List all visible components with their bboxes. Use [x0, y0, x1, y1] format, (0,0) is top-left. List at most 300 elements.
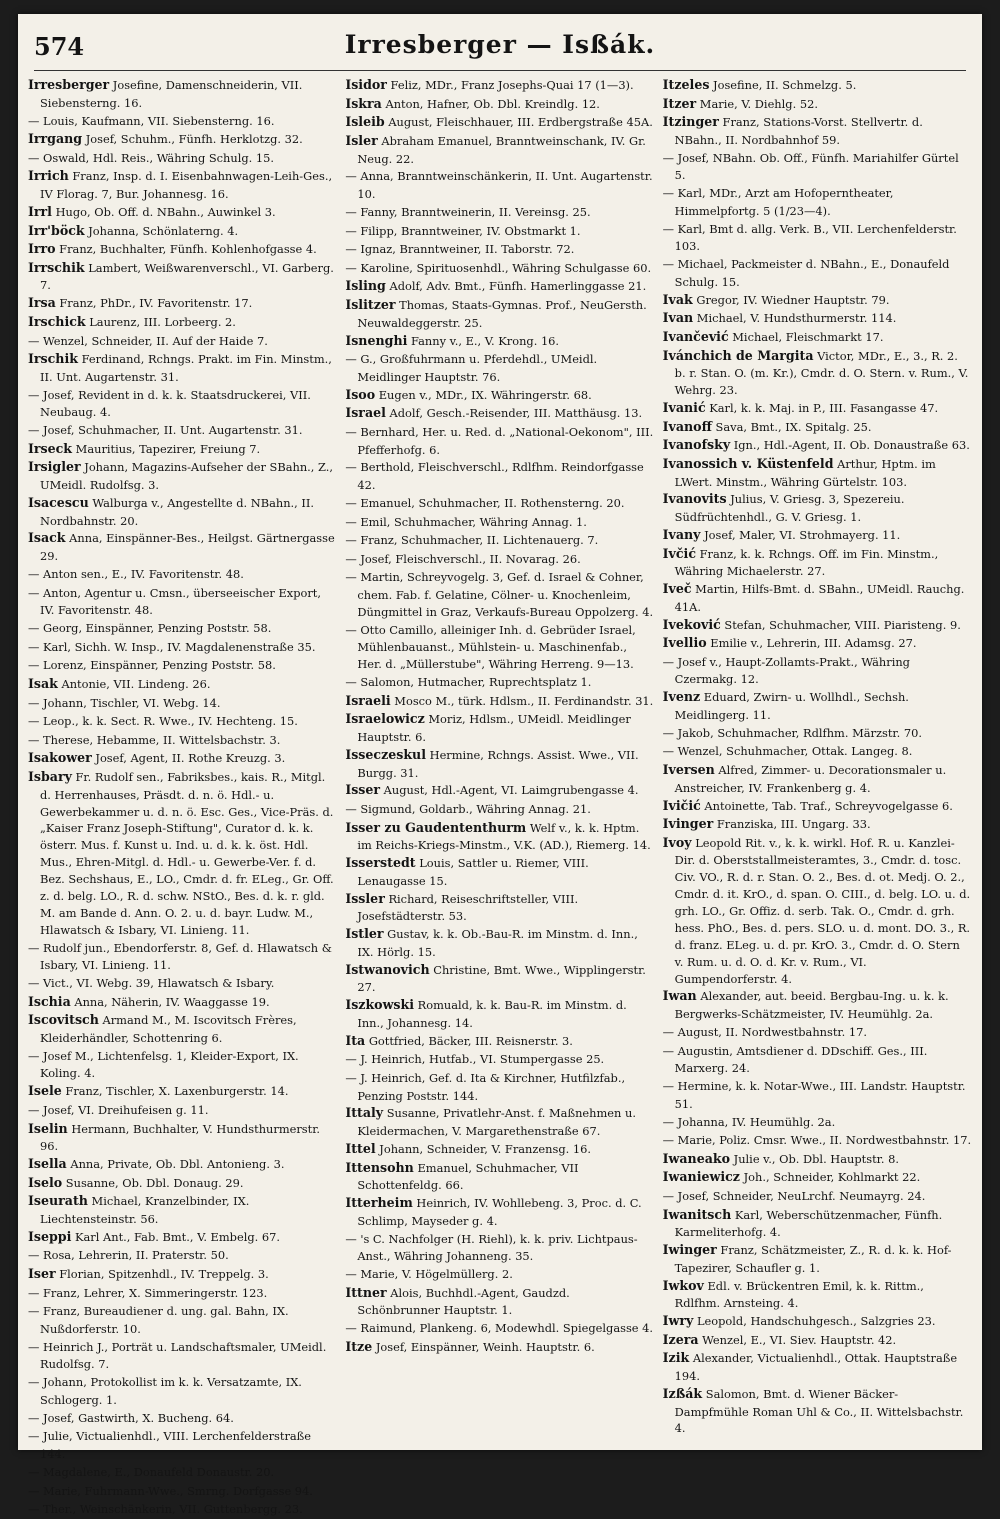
- directory-entry: [28, 222, 337, 241]
- directory-entry: [663, 653, 972, 689]
- entry-text: — Emil, Schuhmacher, Währing Annag. 1.: [345, 514, 587, 529]
- entry-text: Julie v., Ob. Dbl. Hauptstr. 8.: [730, 1151, 899, 1166]
- directory-entry: [28, 294, 337, 313]
- entry-text: Mosco M., türk. Hdlsm., II. Ferdinandstr. 31.: [390, 693, 654, 708]
- directory-entry: [345, 1159, 654, 1195]
- entry-name: Isseczeskul: [345, 746, 427, 762]
- directory-entry: [345, 513, 654, 532]
- directory-entry: [28, 259, 337, 295]
- entry-name: Irrich: [28, 168, 69, 184]
- entry-text: Florian, Spitzenhdl., IV. Treppelg. 3.: [55, 1267, 269, 1281]
- entry-text: Alexander, Victualienhdl., Ottak. Hauptstraße 194.: [674, 1351, 958, 1383]
- directory-entry: [345, 167, 654, 203]
- directory-entry: [28, 1047, 337, 1083]
- entry-text: Gregor, IV. Wiedner Hauptstr. 79.: [692, 292, 890, 307]
- entry-name: Itze: [345, 1338, 373, 1354]
- directory-entry: [28, 731, 337, 750]
- directory-entry: [345, 1319, 654, 1338]
- directory-entry: [28, 76, 337, 112]
- entry-text: — Julie, Victualienhdl., VIII. Lerchenfelderstraße 144.: [28, 1429, 312, 1461]
- entry-text: Richard, Reiseschriftsteller, VIII. Josefstädterstr. 53.: [357, 891, 579, 924]
- directory-entry: [663, 76, 972, 95]
- entry-text: Michael, Fleischmarkt 17.: [728, 330, 884, 344]
- entry-text: Gottfried, Bäcker, III. Reisnerstr. 3.: [365, 1033, 573, 1048]
- directory-entry: [345, 332, 654, 351]
- directory-entry: [28, 350, 337, 386]
- directory-entry: [28, 1409, 337, 1428]
- directory-entry: [663, 1168, 972, 1187]
- entry-name: Irschick: [28, 313, 86, 329]
- entry-name: Izik: [662, 1350, 690, 1366]
- entry-text: Johann, Magazins-Aufseher der SBahn., Z., UMeidl. Rudolfsg. 3.: [40, 460, 333, 492]
- directory-entry: [663, 149, 972, 185]
- entry-text: Alexander, aut. beeid. Bergbau-Ing. u. k. k. Bergwerks-Schätzmeister, IV. Heumühlg. 2a.: [674, 989, 949, 1021]
- directory-entry: [345, 673, 654, 692]
- entry-text: Moriz, Hdlsm., UMeidl. Meidlinger Hauptstr. 6.: [357, 712, 631, 744]
- entry-name: Ivak: [662, 291, 693, 307]
- entry-text: — Magdalene, E., Donaufeld Donaustr. 20.: [28, 1464, 275, 1479]
- entry-text: — Franz, Schuhmacher, II. Lichtenauerg. 7.: [345, 533, 599, 548]
- directory-entry: [345, 386, 654, 405]
- directory-entry: [28, 619, 337, 638]
- entry-text: — Marie, Poliz. Cmsr. Wwe., II. Nordwestbahnstr. 17.: [662, 1133, 972, 1148]
- directory-entry: [345, 1140, 654, 1159]
- entry-text: — Jakob, Schuhmacher, Rdlfhm. Märzstr. 70.: [662, 725, 922, 740]
- entry-name: Ivoy: [662, 834, 692, 850]
- entry-text: August, Fleischhauer, III. Erdbergstraße 45A.: [384, 115, 653, 130]
- directory-entry: [663, 742, 972, 761]
- directory-entry: [28, 1500, 337, 1519]
- entry-name: Isele: [28, 1083, 62, 1099]
- directory-entry: [663, 1385, 972, 1437]
- entry-name: Irsigler: [28, 459, 81, 475]
- entry-text: — 's C. Nachfolger (H. Riehl), k. k. priv. Lichtpaus-Anst., Währing Johanneng. 35.: [345, 1231, 638, 1264]
- directory-entry: [663, 1331, 972, 1350]
- running-head: Irresberger — Isßák.: [344, 30, 656, 59]
- entry-text: Walburga v., Angestellte d. NBahn., II. Nordbahnstr. 20.: [40, 495, 315, 528]
- entry-text: — Josef, Schuhmacher, II. Unt. Augartenstr. 31.: [28, 423, 303, 438]
- directory-entry: [345, 423, 654, 459]
- entry-text: Eugen v., MDr., IX. Währingerstr. 68.: [375, 387, 592, 402]
- entry-name: Isser zu Gaudententhurm: [345, 819, 527, 835]
- entry-text: Joh., Schneider, Kohlmarkt 22.: [739, 1170, 921, 1185]
- entry-name: Ittner: [345, 1284, 387, 1300]
- entry-name: Iszkowski: [345, 997, 415, 1013]
- entry-text: — Raimund, Plankeng. 6, Modewhdl. Spiegelgasse 4.: [345, 1321, 654, 1336]
- directory-entry: [28, 1463, 337, 1482]
- column-2: [345, 76, 654, 1440]
- directory-entry: [663, 95, 972, 114]
- directory-entry: [345, 781, 654, 800]
- entry-name: Iveković: [662, 616, 721, 632]
- directory-entry: [28, 130, 337, 149]
- page-number: 574: [34, 32, 85, 61]
- directory-entry: [28, 1011, 337, 1047]
- directory-entry: [345, 550, 654, 569]
- directory-entry: [345, 95, 654, 114]
- entry-name: Ivany: [662, 526, 701, 542]
- entry-text: Susanne, Ob. Dbl. Donaug. 29.: [62, 1175, 244, 1190]
- entry-text: Franz, k. k. Rchngs. Off. im Fin. Minstm., Währing Michaelerstr. 27.: [674, 546, 939, 579]
- entry-name: Isak: [28, 675, 58, 691]
- directory-entry: [345, 1284, 654, 1320]
- directory-entry: [345, 746, 654, 782]
- entry-text: Leopold Rit. v., k. k. wirkl. Hof. R. u. Kanzlei-Dir. d. Oberststallmeisteramtes, 3., Cmdr. d. tosc. Civ. VO., R. d. r. Stan. O. 2., Bes. d. ot. Medj. O. 2., Cmdr. d. it. KrO., d. span. O. CIII., d. belg. LO. u. d. grh. LO., Gr. Offiz. d. serb. Tak. O., Cmdr. d. grh. hess. PhO., Bes. d. pers. SLO. u. d. mont. DO. 3., R. d. franz. ELeg. u. d. pr. KrO. 3., Cmdr. d. O. Stern v. Rum. u. d. O. d. Kr. v. Rum., VI. Gumpendorferstr. 4.: [674, 835, 971, 986]
- entry-text: Welf v., k. k. Hptm. im Reichs-Kriegs-Minstm., V.K. (AD.), Riemerg. 14.: [357, 820, 651, 853]
- entry-text: — Karoline, Spirituosenhdl., Währing Schulgasse 60.: [345, 260, 652, 275]
- directory-entry: [28, 712, 337, 731]
- entry-text: — Berthold, Fleischverschl., Rdlfhm. Reindorfgasse 42.: [345, 460, 644, 492]
- entry-text: Lambert, Weißwarenverschl., VI. Garberg. 7.: [40, 260, 334, 293]
- entry-name: Ittaly: [345, 1105, 384, 1121]
- entry-text: Franz, Insp. d. I. Eisenbahnwagen-Leih-Ges., IV Florag. 7, Bur. Johannesg. 16.: [40, 169, 333, 201]
- directory-entry: [28, 1427, 337, 1463]
- entry-name: Ivánchich de Margita: [662, 347, 814, 363]
- entry-name: Irresberger: [28, 77, 110, 92]
- entry-name: Isacescu: [28, 494, 89, 510]
- entry-text: — Salomon, Hutmacher, Ruprechtsplatz 1.: [345, 675, 592, 690]
- entry-text: Karl, k. k. Maj. in P., III. Fasangasse 47.: [705, 401, 939, 415]
- directory-entry: [345, 1338, 654, 1357]
- entry-text: — Josef M., Lichtenfelsg. 1, Kleider-Export, IX. Koling. 4.: [28, 1048, 299, 1081]
- column-3: [663, 76, 972, 1440]
- entry-text: Fanny v., E., V. Krong. 16.: [407, 333, 560, 348]
- entry-text: Emilie v., Lehrerin, III. Adamsg. 27.: [706, 636, 917, 651]
- entry-text: — Otto Camillo, alleiniger Inh. d. Gebrüder Israel, Mühlenbauanst., Mühlstein- u. Maschinenfab., Her. d. „Müllerstube", Währing Herreng. 9—13.: [345, 622, 636, 672]
- directory-entry: [28, 494, 337, 530]
- directory-entry: [28, 656, 337, 675]
- directory-entry: [663, 1023, 972, 1042]
- directory-entry: [28, 1192, 337, 1228]
- directory-entry: [28, 240, 337, 259]
- entry-name: Iseppi: [28, 1228, 72, 1244]
- entry-text: — Rudolf jun., Ebendorferstr. 8, Gef. d. Hlawatsch & Isbary, VI. Linieng. 11.: [28, 940, 332, 973]
- entry-text: Michael, V. Hundsthurmerstr. 114.: [693, 311, 897, 326]
- directory-entry: [345, 458, 654, 494]
- entry-name: Ivinger: [662, 816, 714, 832]
- directory-entry: [345, 494, 654, 513]
- directory-entry: [28, 1174, 337, 1193]
- directory-entry: [345, 961, 654, 997]
- directory-entry: [28, 386, 337, 422]
- entry-text: — Georg, Einspänner, Penzing Poststr. 58.: [28, 621, 272, 635]
- entry-text: — Josef, NBahn. Ob. Off., Fünfh. Mariahilfer Gürtel 5.: [662, 150, 959, 183]
- directory-entry: [28, 1482, 337, 1501]
- directory-entry: [663, 455, 972, 491]
- directory-entry: [28, 1246, 337, 1265]
- directory-entry: [345, 925, 654, 961]
- entry-text: — Rosa, Lehrerin, II. Praterstr. 50.: [28, 1248, 229, 1263]
- directory-entry: [28, 332, 337, 351]
- directory-entry: [345, 203, 654, 222]
- entry-text: Ferdinand, Rchngs. Prakt. im Fin. Minstm., II. Unt. Augartenstr. 31.: [40, 352, 332, 384]
- directory-entry: [663, 1277, 972, 1313]
- directory-page: [18, 14, 982, 1517]
- directory-entry: [663, 545, 972, 581]
- entry-text: — Karl, Bmt d. allg. Verk. B., VII. Lerchenfelderstr. 103.: [662, 221, 957, 254]
- directory-entry: [345, 890, 654, 926]
- entry-text: — Leop., k. k. Sect. R. Wwe., IV. Hechteng. 15.: [28, 714, 298, 729]
- directory-entry: [663, 490, 972, 526]
- entry-name: Isleib: [345, 114, 385, 130]
- entry-text: Franz, Schätzmeister, Z., R. d. k. k. Hof-Tapezirer, Schaufler g. 1.: [674, 1243, 952, 1275]
- entry-text: — Oswald, Hdl. Reis., Währing Schulg. 15.: [28, 150, 275, 165]
- directory-entry: [663, 436, 972, 455]
- entry-name: Israeli: [345, 692, 391, 708]
- entry-name: Iversen: [662, 762, 715, 777]
- entry-text: Antonie, VII. Lindeng. 26.: [57, 676, 211, 691]
- entry-name: Istler: [345, 926, 384, 942]
- entry-name: Ivčić: [662, 545, 696, 561]
- directory-entry: [663, 113, 972, 149]
- entry-text: Thomas, Staats-Gymnas. Prof., NeuGersth. Neuwaldeggerstr. 25.: [357, 298, 647, 330]
- entry-name: Ivanoff: [662, 418, 712, 434]
- directory-entry: [663, 1150, 972, 1169]
- entry-text: — Josef, VI. Dreihufeisen g. 11.: [28, 1102, 209, 1117]
- entry-name: Isnenghi: [345, 332, 408, 348]
- entry-name: Ivanossich v. Küstenfeld: [662, 455, 834, 471]
- entry-name: Ischia: [28, 993, 71, 1009]
- directory-entry: [663, 815, 972, 834]
- entry-name: Itzer: [662, 95, 697, 111]
- entry-name: Iwaneako: [662, 1150, 731, 1166]
- entry-text: Ign., Hdl.-Agent, II. Ob. Donaustraße 63.: [730, 438, 970, 453]
- entry-text: — Bernhard, Her. u. Red. d. „National-Oekonom", III. Pfefferhofg. 6.: [345, 424, 654, 457]
- page-header: [34, 26, 966, 71]
- entry-text: Julius, V. Griesg. 3, Spezereiu. Südfrüchtenhdl., G. V. Griesg. 1.: [674, 492, 905, 524]
- entry-text: — Ther., Weinschänkerin, VII. Guttenbergg. 23.: [28, 1502, 303, 1517]
- entry-text: — Anna, Branntweinschänkerin, II. Unt. Augartenstr. 10.: [345, 169, 653, 201]
- entry-text: Franziska, III. Ungarg. 33.: [713, 817, 871, 832]
- entry-text: Feliz, MDr., Franz Josephs-Quai 17 (1—3).: [386, 78, 634, 92]
- directory-entry: [663, 797, 972, 816]
- entry-name: Israel: [345, 405, 386, 421]
- entry-text: — Ignaz, Branntweiner, II. Taborstr. 72.: [345, 242, 575, 257]
- directory-entry: [345, 259, 654, 278]
- entry-text: — G., Großfuhrmann u. Pferdehdl., UMeidl. Meidlinger Hauptstr. 76.: [345, 352, 598, 384]
- directory-entry: [663, 220, 972, 256]
- directory-entry: [28, 1101, 337, 1120]
- entry-text: Hermine, Rchngs. Assist. Wwe., VII. Burgg. 31.: [357, 747, 639, 780]
- entry-text: Antoinette, Tab. Traf., Schreyvogelgasse 6.: [700, 798, 953, 813]
- directory-entry: [28, 313, 337, 332]
- entry-text: Hugo, Ob. Off. d. NBahn., Auwinkel 3.: [51, 204, 276, 219]
- entry-text: Eduard, Zwirn- u. Wollhdl., Sechsh. Meidlingerg. 11.: [674, 690, 909, 722]
- entry-name: Iwinger: [662, 1242, 717, 1258]
- entry-text: Johanna, Schönlaterng. 4.: [84, 223, 239, 238]
- entry-name: Irrgang: [28, 131, 83, 147]
- directory-entry: [345, 113, 654, 132]
- entry-name: Iwan: [662, 988, 697, 1004]
- entry-name: Isling: [345, 278, 386, 294]
- entry-text: Anton, Hafner, Ob. Dbl. Kreindlg. 12.: [381, 96, 600, 111]
- entry-text: — Marie, V. Högelmüllerg. 2.: [345, 1267, 513, 1281]
- directory-entry: [345, 404, 654, 423]
- entry-text: Johann, Schneider, V. Franzensg. 16.: [375, 1141, 591, 1156]
- entry-name: Isidor: [345, 77, 387, 92]
- entry-name: Ivančević: [662, 329, 729, 344]
- directory-entry: [345, 222, 654, 241]
- entry-name: Iveč: [662, 581, 692, 596]
- directory-entry: [28, 1120, 337, 1156]
- entry-name: Ittel: [345, 1140, 376, 1156]
- directory-entry: [28, 1265, 337, 1284]
- directory-entry: [28, 1082, 337, 1101]
- directory-entry: [28, 421, 337, 440]
- entry-text: — Michael, Packmeister d. NBahn., E., Donaufeld Schulg. 15.: [662, 257, 950, 289]
- directory-entry: [663, 184, 972, 220]
- entry-text: — J. Heinrich, Hutfab., VI. Stumpergasse 25.: [345, 1052, 605, 1067]
- entry-name: Isoo: [345, 386, 376, 402]
- entry-text: Edl. v. Brückentren Emil, k. k. Rittm., Rdlfhm. Arnsteing. 4.: [674, 1278, 924, 1311]
- entry-name: Israelowicz: [345, 711, 425, 727]
- entry-text: — Karl, Sichh. W. Insp., IV. Magdalenenstraße 35.: [28, 639, 316, 654]
- entry-name: Irrl: [28, 203, 52, 219]
- directory-entry: [345, 1230, 654, 1266]
- entry-name: Irr'böck: [28, 222, 85, 238]
- directory-entry: [28, 1228, 337, 1247]
- entry-text: Anna, Private, Ob. Dbl. Antonieng. 3.: [66, 1157, 285, 1171]
- entry-name: Iselin: [28, 1120, 68, 1136]
- directory-entry: [663, 761, 972, 797]
- entry-text: — Josef, Gastwirth, X. Bucheng. 64.: [28, 1410, 234, 1425]
- entry-name: Izera: [662, 1331, 699, 1347]
- entry-name: Iwaniewicz: [662, 1169, 740, 1185]
- entry-text: Armand M., M. Iscovitsch Frères, Kleiderhändler, Schottenring 6.: [40, 1013, 297, 1045]
- entry-name: Ivanić: [662, 400, 706, 415]
- directory-entry: [28, 458, 337, 494]
- entry-text: — Heinrich J., Porträt u. Landschaftsmaler, UMeidl. Rudolfsg. 7.: [28, 1339, 327, 1372]
- directory-entry: [663, 526, 972, 545]
- entry-name: Iwanitsch: [662, 1206, 732, 1222]
- entry-name: Issler: [345, 890, 385, 906]
- directory-entry: [28, 112, 337, 131]
- entry-name: Ivan: [662, 310, 694, 326]
- directory-entry: [345, 1050, 654, 1069]
- entry-text: Victor, MDr., E., 3., R. 2. b. r. Stan. O. (m. Kr.), Cmdr. d. O. Stern. v. Rum., V. Wehrg. 23.: [674, 348, 969, 398]
- entry-name: Isser: [345, 782, 381, 798]
- entry-text: — Augustin, Amtsdiener d. DDschiff. Ges., III. Marxerg. 24.: [662, 1043, 928, 1076]
- entry-text: Franz, Tischler, X. Laxenburgerstr. 14.: [61, 1084, 289, 1099]
- directory-entry: [345, 1194, 654, 1230]
- entry-text: — Johanna, IV. Heumühlg. 2a.: [662, 1114, 836, 1129]
- directory-entry: [345, 692, 654, 711]
- entry-text: Marie, V. Diehlg. 52.: [696, 96, 818, 111]
- entry-text: — Josef, Fleischverschl., II. Novarag. 26.: [345, 551, 581, 566]
- entry-text: Emanuel, Schuhmacher, VII Schottenfeldg. 66.: [357, 1160, 579, 1193]
- directory-entry: [345, 277, 654, 296]
- entry-text: Laurenz, III. Lorbeerg. 2.: [85, 314, 236, 329]
- directory-entry: [663, 1312, 972, 1331]
- entry-text: — Johann, Tischler, VI. Webg. 14.: [28, 695, 221, 710]
- entry-name: Itzeles: [662, 77, 710, 92]
- entry-name: Iwry: [662, 1313, 694, 1329]
- entry-name: Ivanofsky: [662, 437, 731, 453]
- directory-entry: [28, 768, 337, 939]
- directory-entry: [28, 694, 337, 713]
- entry-text: Fr. Rudolf sen., Fabriksbes., kais. R., Mitgl. d. Herrenhauses, Präsdt. d. n. ö. Hdl.- u. Gewerbekammer u. d. n. ö. Esc. Ges., Vice-Präs. d. „Kaiser Franz Joseph-Stiftung", Curator d. k. k. österr. Mus. f. Kunst u. Ind. u. d. k. k. öst. Hdl. Mus., Ehren-Mitgl. d. Hdl.- u. Gewerbe-Ver. f. d. Bez. Sechshaus, E., LO., Cmdr. d. fr. ELeg., Gr. Off. z. d. belg. LO., R. d. schw. NStO., Bes. d. k. r. gld. M. am Bande d. Ann. O. 2. u. d. bayr. Ludw. M., Hlawatsch & Isbary, VI. Linieng. 11.: [40, 770, 334, 937]
- entry-text: — Karl, MDr., Arzt am Hofoperntheater, Himmelpfortg. 5 (1/23—4).: [662, 186, 894, 218]
- directory-entry: [28, 675, 337, 694]
- directory-entry: [28, 749, 337, 768]
- directory-entry: [28, 167, 337, 203]
- entry-text: — Hermine, k. k. Notar-Wwe., III. Landstr. Hauptstr. 51.: [662, 1079, 966, 1111]
- directory-entry: [345, 531, 654, 550]
- entry-text: Anna, Näherin, IV. Waaggasse 19.: [70, 994, 270, 1009]
- entry-text: — Josef, Revident in d. k. k. Staatsdruckerei, VII. Neubaug. 4.: [28, 387, 311, 420]
- directory-entry: [663, 1187, 972, 1206]
- directory-entry: [28, 529, 337, 565]
- entry-name: Isella: [28, 1156, 67, 1171]
- directory-entry: [663, 580, 972, 616]
- entry-text: — Sigmund, Goldarb., Währing Annag. 21.: [345, 802, 591, 816]
- entry-text: Martin, Hilfs-Bmt. d. SBahn., UMeidl. Rauchg. 41A.: [674, 582, 965, 614]
- entry-text: — Johann, Protokollist im k. k. Versatzamte, IX. Schlogerg. 1.: [28, 1375, 302, 1407]
- directory-entry: [345, 1104, 654, 1140]
- entry-text: Abraham Emanuel, Branntweinschank, IV. Gr. Neug. 22.: [357, 133, 646, 166]
- directory-entry: [663, 255, 972, 291]
- directory-entry: [345, 621, 654, 673]
- entry-text: Alois, Buchhdl.-Agent, Gaudzd. Schönbrunner Hauptstr. 1.: [357, 1285, 570, 1318]
- entry-text: — Therese, Hebamme, II. Wittelsbachstr. 3.: [28, 732, 281, 747]
- entry-text: — August, II. Nordwestbahnstr. 17.: [662, 1024, 867, 1039]
- directory-entry: [28, 584, 337, 620]
- entry-text: August, Hdl.-Agent, VI. Laimgrubengasse 4.: [380, 783, 639, 798]
- directory-entry: [345, 710, 654, 746]
- entry-text: Heinrich, IV. Wohllebeng. 3, Proc. d. C. Schlimp, Mayseder g. 4.: [357, 1196, 642, 1228]
- entry-text: Franz, Buchhalter, Fünfh. Kohlenhofgasse 4.: [55, 242, 317, 257]
- entry-text: Arthur, Hptm. im LWert. Minstm., Währing Gürtelstr. 103.: [674, 456, 936, 489]
- entry-text: Franz, PhDr., IV. Favoritenstr. 17.: [55, 296, 253, 311]
- directory-entry: [345, 854, 654, 890]
- entry-name: Itterheim: [345, 1195, 413, 1210]
- entry-text: Adolf, Gesch.-Reisender, III. Matthäusg. 13.: [385, 406, 643, 421]
- entry-name: Iscovitsch: [28, 1012, 99, 1028]
- directory-entry: [663, 399, 972, 418]
- directory-entry: [28, 440, 337, 459]
- entry-text: Josef, Schuhm., Fünfh. Herklotzg. 32.: [82, 132, 303, 147]
- entry-text: Josefine, Damenschneiderin, VII. Siebensterng. 16.: [40, 78, 303, 110]
- directory-entry: [345, 1032, 654, 1051]
- directory-entry: [345, 996, 654, 1032]
- directory-entry: [345, 1265, 654, 1284]
- directory-entry: [345, 350, 654, 386]
- entry-text: Sava, Bmt., IX. Spitalg. 25.: [711, 419, 872, 434]
- entry-text: — Lorenz, Einspänner, Penzing Poststr. 58.: [28, 658, 276, 673]
- directory-entry: [345, 132, 654, 168]
- entry-text: — Filipp, Branntweiner, IV. Obstmarkt 1.: [345, 223, 581, 238]
- entry-name: Irrschik: [28, 259, 85, 275]
- entry-text: Louis, Sattler u. Riemer, VIII. Lenaugasse 15.: [357, 856, 589, 888]
- entry-name: Iwkov: [662, 1277, 704, 1293]
- directory-entry: [28, 974, 337, 993]
- entry-text: Karl, Weberschützenmacher, Fünfh. Karmeliterhofg. 4.: [674, 1207, 943, 1240]
- entry-name: Irschik: [28, 351, 78, 367]
- entry-name: Izßák: [662, 1385, 703, 1401]
- entry-text: — Wenzel, Schuhmacher, Ottak. Langeg. 8.: [662, 744, 913, 759]
- entry-name: Iskra: [345, 95, 382, 111]
- directory-entry: [28, 1338, 337, 1374]
- directory-entry: [28, 993, 337, 1012]
- directory-entry: [663, 1077, 972, 1113]
- entry-name: Ivanovits: [662, 491, 727, 507]
- entry-name: Iselo: [28, 1174, 63, 1190]
- directory-entry: [663, 834, 972, 988]
- entry-name: Ittensohn: [345, 1159, 414, 1175]
- directory-entry: [28, 1302, 337, 1338]
- entry-name: Isserstedt: [345, 855, 416, 871]
- entry-text: — Josef v., Haupt-Zollamts-Prakt., Währing Czermakg. 12.: [662, 654, 910, 687]
